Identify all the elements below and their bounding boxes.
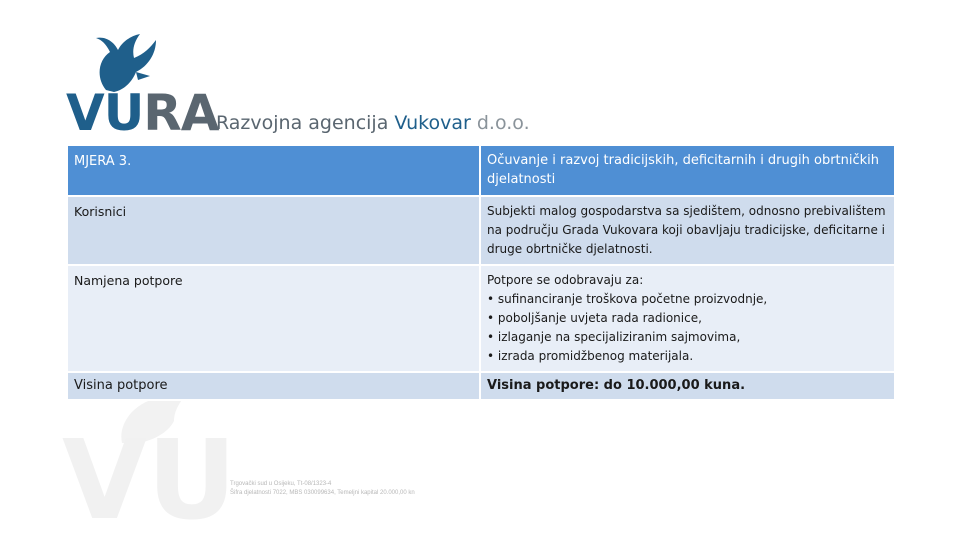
- table-header-row: [67, 145, 895, 196]
- list-item: • sufinanciranje troškova početne proizvodnje,: [487, 292, 768, 306]
- measure-table: [66, 144, 896, 401]
- brand-part-vu: VU: [66, 84, 144, 142]
- registration-footnote: [230, 480, 415, 498]
- tagline-suffix: d.o.o.: [470, 112, 530, 134]
- brand-wordmark: [66, 84, 219, 142]
- table-row: [67, 372, 895, 400]
- row-label: Visina potpore: [67, 372, 480, 400]
- list-item: • izlaganje na specijaliziranim sajmovima,: [487, 330, 741, 344]
- list-intro: Potpore se odobravaju za:: [487, 273, 644, 287]
- company-tagline: [216, 112, 530, 134]
- header-value: Očuvanje i razvoj tradicijskih, deficitarnih i drugih obrtničkih djelatnosti: [480, 145, 895, 196]
- row-value-list: [480, 265, 895, 372]
- brand-part-ra: RA: [143, 84, 219, 142]
- table-row: [67, 196, 895, 265]
- row-label: Korisnici: [67, 196, 480, 265]
- background-watermark: [62, 385, 262, 544]
- row-value: Subjekti malog gospodarstva sa sjedištem, odnosno prebivalištem na području Grada Vukovara koji obavljaju tradicijske, deficitarne i druge obrtničke djelatnosti.: [480, 196, 895, 265]
- footnote-line: Trgovački sud u Osijeku, Tt-08/1323-4: [230, 481, 332, 487]
- list-item: • poboljšanje uvjeta rada radionice,: [487, 311, 702, 325]
- row-value: Visina potpore: do 10.000,00 kuna.: [480, 372, 895, 400]
- tagline-city: Vukovar: [394, 112, 471, 134]
- list-item: • izrada promidžbenog materijala.: [487, 349, 694, 363]
- watermark-letters: VU: [62, 416, 237, 544]
- table-row: [67, 265, 895, 372]
- header-label: MJERA 3.: [67, 145, 480, 196]
- company-logo: [66, 30, 530, 142]
- footnote-line: Šifra djelatnosti 7022, MBS 030099634, Temeljni kapital 20.000,00 kn: [230, 490, 415, 496]
- row-label: Namjena potpore: [67, 265, 480, 372]
- tagline-main: Razvojna agencija: [216, 112, 395, 134]
